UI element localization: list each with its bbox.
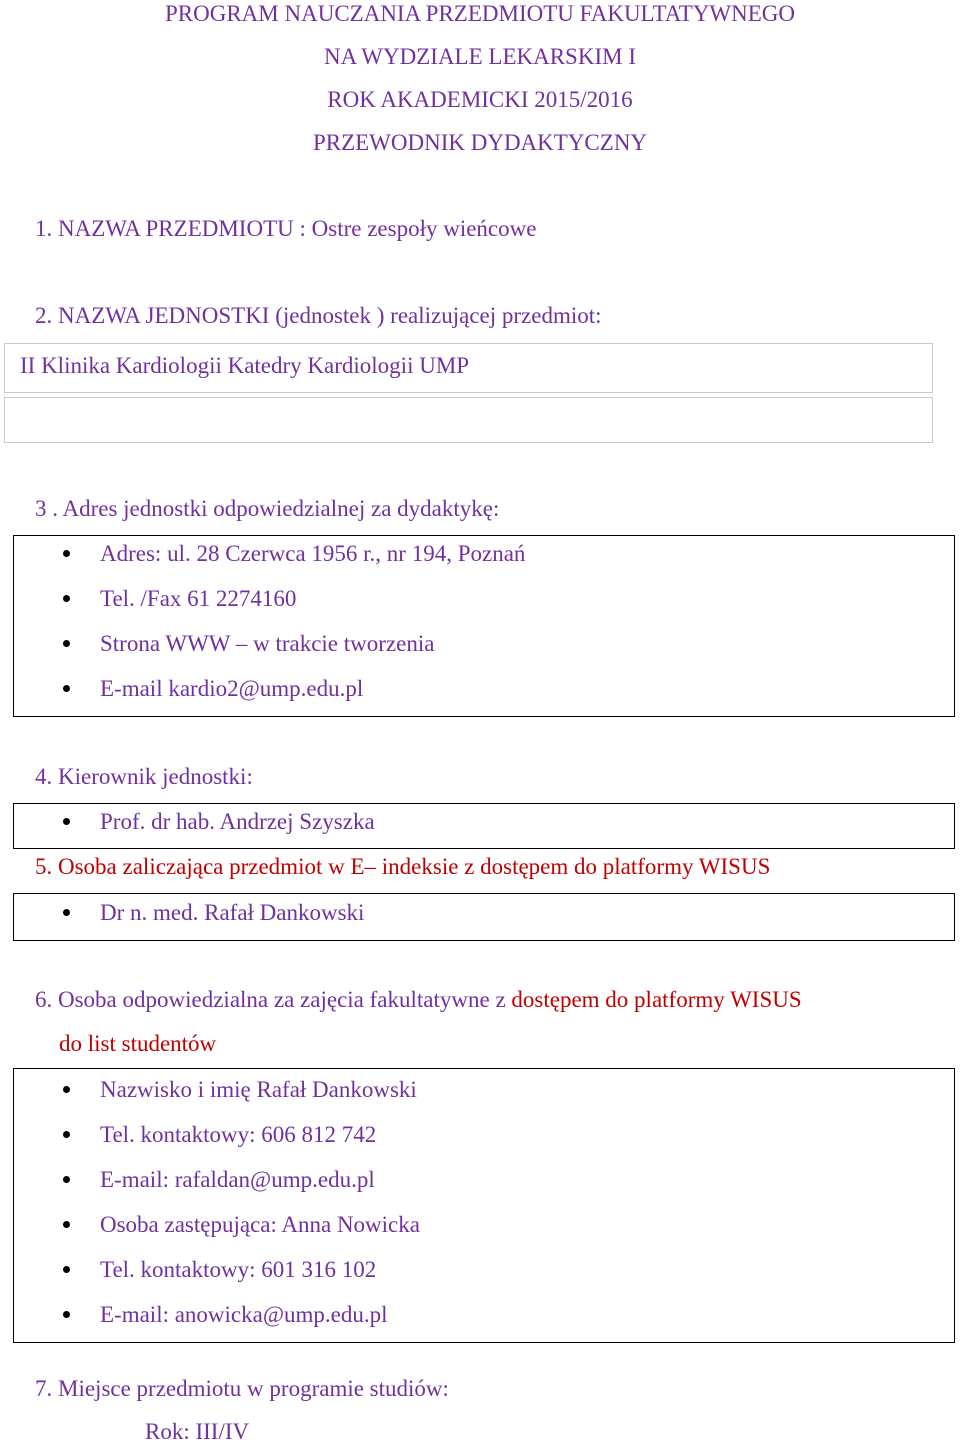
header-line-2: NA WYDZIALE LEKARSKIM I — [324, 44, 636, 69]
section-6-label — [35, 988, 802, 1011]
empty-box — [4, 397, 933, 443]
section-1-label: 1. NAZWA PRZEDMIOTU : Ostre zespoły wieńcowe — [35, 216, 537, 241]
grader-name: Dr n. med. Rafał Dankowski — [100, 900, 365, 925]
email: E-mail kardio2@ump.edu.pl — [100, 676, 364, 701]
address-line: Adres: ul. 28 Czerwca 1956 r., nr 194, Poznań — [100, 541, 526, 566]
phone-fax: Tel. /Fax 61 2274160 — [100, 586, 297, 611]
bullet-icon — [63, 595, 70, 602]
bullet-icon — [63, 685, 70, 692]
section-6-label-line2: do list studentów — [59, 1031, 217, 1056]
bullet-icon — [63, 1176, 70, 1183]
header-line-1: PROGRAM NAUCZANIA PRZEDMIOTU FAKULTATYWNEGO — [164, 1, 796, 26]
responsible-email: E-mail: rafaldan@ump.edu.pl — [100, 1167, 375, 1192]
section-4-label: 4. Kierownik jednostki: — [35, 764, 253, 789]
substitute-email: E-mail: anowicka@ump.edu.pl — [100, 1302, 388, 1327]
section-7-label: 7. Miejsce przedmiotu w programie studiów: — [35, 1376, 449, 1401]
study-year: Rok: III/IV — [145, 1419, 250, 1444]
bullet-icon — [63, 909, 70, 916]
substitute-name: Osoba zastępująca: Anna Nowicka — [100, 1212, 420, 1237]
substitute-phone: Tel. kontaktowy: 601 316 102 — [100, 1257, 377, 1282]
section-2-label: 2. NAZWA JEDNOSTKI (jednostek ) realizującej przedmiot: — [35, 303, 602, 328]
bullet-icon — [63, 818, 70, 825]
unit-name: II Klinika Kardiologii Katedry Kardiologii UMP — [20, 353, 470, 378]
section-6-label-part1: 6. Osoba odpowiedzialna za zajęcia fakultatywne z — [35, 987, 512, 1012]
responsible-phone: Tel. kontaktowy: 606 812 742 — [100, 1122, 377, 1147]
bullet-icon — [63, 1221, 70, 1228]
header-line-3: ROK AKADEMICKI 2015/2016 — [327, 87, 633, 112]
website: Strona WWW – w trakcie tworzenia — [100, 631, 435, 656]
section-5-label: 5. Osoba zaliczająca przedmiot w E– indeksie z dostępem do platformy WISUS — [35, 854, 771, 879]
bullet-icon — [63, 1131, 70, 1138]
bullet-icon — [63, 1086, 70, 1093]
unit-head: Prof. dr hab. Andrzej Szyszka — [100, 809, 375, 834]
responsible-name: Nazwisko i imię Rafał Dankowski — [100, 1077, 417, 1102]
section-3-label: 3 . Adres jednostki odpowiedzialnej za dydaktykę: — [35, 496, 500, 521]
section-6-label-part2: dostępem do platformy WISUS — [511, 987, 802, 1012]
bullet-icon — [63, 550, 70, 557]
header-line-4: PRZEWODNIK DYDAKTYCZNY — [312, 130, 648, 155]
bullet-icon — [63, 1311, 70, 1318]
bullet-icon — [63, 1266, 70, 1273]
bullet-icon — [63, 640, 70, 647]
